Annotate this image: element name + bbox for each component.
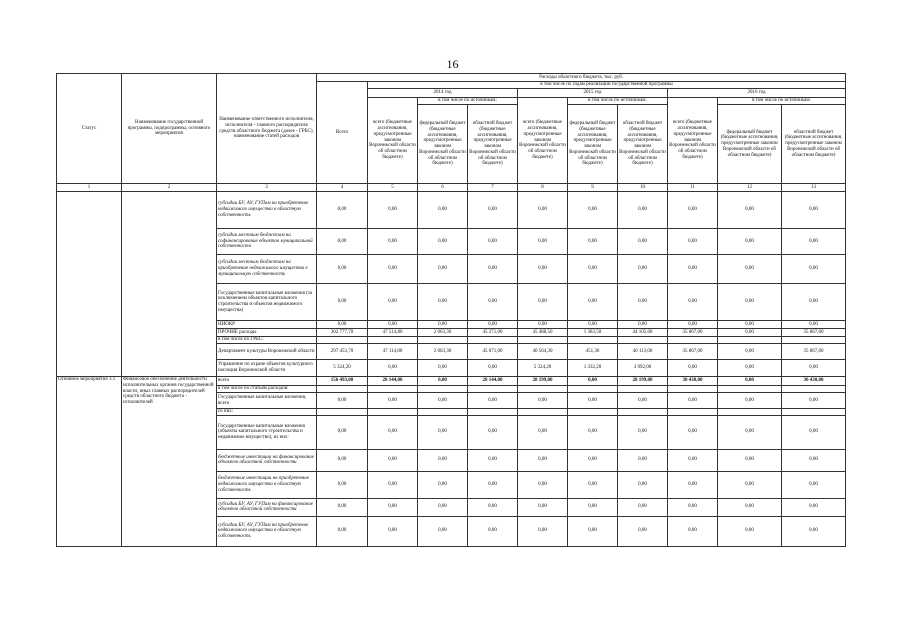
value-cell: 0,00 — [368, 255, 418, 284]
value-cell: 0,00 — [618, 321, 668, 329]
value-cell: 0,00 — [668, 449, 718, 471]
value-cell: 0,00 — [618, 471, 668, 498]
value-cell — [618, 337, 668, 344]
value-cell: 0,00 — [668, 360, 718, 377]
value-cell: 0,00 — [418, 393, 468, 409]
value-cell: 0,00 — [518, 498, 568, 516]
column-index: 10 — [618, 184, 668, 192]
value-cell: 0,00 — [518, 393, 568, 409]
value-cell: 0,00 — [568, 321, 618, 329]
header-2015-federal: федеральный бюджет (бюджетные ассигнования, предусмотренные законом Воронежской области об областном бюджете) — [568, 105, 618, 184]
value-cell: 35 867,00 — [782, 329, 846, 337]
value-cell: 0,00 — [718, 284, 782, 321]
column-index: 2 — [122, 184, 217, 192]
expense-label: Государственные капитальные вложения (за исключением объектов капитального строительства и объектов недвижимого имущества) — [217, 284, 317, 321]
value-cell: 0,00 — [782, 516, 846, 546]
header-2015-regional: областной бюджет (бюджетные ассигнования, предусмотренные законом Воронежской области об областном бюджете) — [618, 105, 668, 184]
value-cell: 0,00 — [718, 329, 782, 337]
value-cell: 0,00 — [568, 516, 618, 546]
value-cell: 5 324,20 — [317, 360, 368, 377]
value-cell: 0,00 — [668, 229, 718, 255]
value-cell: 297 453,70 — [317, 344, 368, 360]
value-cell — [718, 386, 782, 393]
value-cell: 0,00 — [518, 255, 568, 284]
value-cell: 0,00 — [418, 415, 468, 449]
header-2015-total: всего (бюджетные ассигнования, предусмотренные законом Воронежской области об областном бюджете) — [518, 98, 568, 184]
value-cell: 0,00 — [718, 192, 782, 229]
value-cell: 0,00 — [618, 255, 668, 284]
value-cell: 0,00 — [782, 360, 846, 377]
value-cell: 0,00 — [368, 229, 418, 255]
value-cell: 0,00 — [618, 192, 668, 229]
header-year-2015: 2015 год — [518, 89, 668, 98]
value-cell: 0,00 — [418, 229, 468, 255]
value-cell: 0,00 — [618, 449, 668, 471]
value-cell: 0,00 — [317, 516, 368, 546]
value-cell: 44 105,00 — [618, 329, 668, 337]
column-index: 13 — [782, 184, 846, 192]
value-cell: 0,00 — [317, 321, 368, 329]
expense-label: Департамент культуры Воронежской области — [217, 344, 317, 360]
value-cell: 40 564,30 — [518, 344, 568, 360]
value-cell: 0,00 — [568, 255, 618, 284]
value-cell — [718, 337, 782, 344]
value-cell: 0,00 — [718, 255, 782, 284]
value-cell: 47 514,80 — [368, 329, 418, 337]
value-cell: 0,00 — [317, 471, 368, 498]
value-cell — [782, 409, 846, 416]
header-by-years: в том числе по годам реализации государственной программы — [368, 82, 846, 89]
value-cell: 0,00 — [418, 255, 468, 284]
value-cell: 0,00 — [518, 321, 568, 329]
value-cell: 0,00 — [782, 498, 846, 516]
value-cell: 30 430,00 — [668, 377, 718, 386]
header-2014-regional: областной бюджет (бюджетные ассигнования, предусмотренные законом Воронежской области об областном бюджете) — [468, 105, 518, 184]
header-total: Всего — [317, 82, 368, 184]
value-cell: 0,00 — [568, 471, 618, 498]
value-cell: 0,00 — [782, 321, 846, 329]
value-cell: 0,00 — [718, 415, 782, 449]
column-index: 4 — [317, 184, 368, 192]
value-cell: 0,00 — [368, 498, 418, 516]
value-cell — [668, 409, 718, 416]
value-cell: 47 114,80 — [368, 344, 418, 360]
budget-table — [56, 73, 846, 547]
value-cell: 0,00 — [468, 516, 518, 546]
expense-label: субсидии БУ, АУ, ГУПам на приобретение недвижимого имущества в областную собственность — [217, 192, 317, 229]
column-index-row — [57, 184, 846, 192]
value-cell: 0,00 — [368, 284, 418, 321]
value-cell: 0,00 — [418, 449, 468, 471]
value-cell — [418, 409, 468, 416]
header-2015-sources: в том числе по источникам: — [568, 98, 668, 105]
value-cell: 156 493,00 — [317, 377, 368, 386]
value-cell: 0,00 — [518, 516, 568, 546]
column-index: 11 — [668, 184, 718, 192]
value-cell — [368, 337, 418, 344]
expense-label: Государственные капитальные вложения, всего — [217, 393, 317, 409]
value-cell — [618, 386, 668, 393]
table-row — [57, 377, 846, 386]
value-cell: 30 430,00 — [782, 377, 846, 386]
value-cell: 1 383,50 — [568, 329, 618, 337]
value-cell: 28 144,00 — [468, 377, 518, 386]
value-cell: 0,00 — [718, 360, 782, 377]
value-cell: 0,00 — [418, 284, 468, 321]
value-cell: 0,00 — [468, 415, 518, 449]
value-cell — [518, 386, 568, 393]
value-cell: 0,00 — [668, 471, 718, 498]
expense-label: субсидии местным бюджетам на приобретение недвижимого имущества в муниципальную собственность — [217, 255, 317, 284]
value-cell: 0,00 — [568, 377, 618, 386]
value-cell: 45 071,00 — [468, 344, 518, 360]
value-cell: 0,00 — [368, 360, 418, 377]
value-cell: 0,00 — [368, 321, 418, 329]
value-cell: 0,00 — [718, 516, 782, 546]
value-cell: 0,00 — [718, 344, 782, 360]
status-cell: Основное мероприятие 3.1 — [57, 377, 122, 547]
value-cell: 0,00 — [782, 255, 846, 284]
value-cell: 0,00 — [618, 229, 668, 255]
value-cell — [568, 337, 618, 344]
value-cell: 0,00 — [418, 321, 468, 329]
expense-label: Управление по охране объектов культурного наследия Воронежской области — [217, 360, 317, 377]
value-cell: 45 488,50 — [518, 329, 568, 337]
value-cell: 0,00 — [568, 229, 618, 255]
value-cell: 0,00 — [518, 192, 568, 229]
value-cell: 2 063,30 — [418, 344, 468, 360]
value-cell: 0,00 — [418, 471, 468, 498]
value-cell: 0,00 — [668, 516, 718, 546]
program-name-cell: Финансовое обеспечение деятельности исполнительных органов государственной власти, иных главных распорядителей средств областного бюджета - исполнителей — [122, 377, 217, 547]
expense-label: всего — [217, 377, 317, 386]
value-cell: 0,00 — [368, 471, 418, 498]
value-cell: 0,00 — [668, 321, 718, 329]
value-cell: 0,00 — [368, 192, 418, 229]
value-cell: 0,00 — [468, 471, 518, 498]
value-cell — [317, 337, 368, 344]
value-cell: 0,00 — [668, 255, 718, 284]
value-cell: 0,00 — [568, 498, 618, 516]
value-cell: 0,00 — [418, 192, 468, 229]
value-cell: 28 199,00 — [518, 377, 568, 386]
expense-label: бюджетные инвестиции на финансирование объектов областной собственности — [217, 449, 317, 471]
header-2014-total: всего (бюджетные ассигнования, предусмотренные законом Воронежской области об областном бюджете) — [368, 98, 418, 184]
value-cell: 5 324,20 — [518, 360, 568, 377]
column-index: 6 — [418, 184, 468, 192]
header-year-2016: 2016 год — [668, 89, 846, 98]
header-program-name: Наименование государственной программы, подпрограммы, основного мероприятия — [122, 74, 217, 184]
status-cell — [57, 192, 122, 377]
value-cell: 451,30 — [568, 344, 618, 360]
column-index: 12 — [718, 184, 782, 192]
value-cell: 0,00 — [317, 229, 368, 255]
value-cell: 0,00 — [782, 229, 846, 255]
expense-label: из них: — [217, 409, 317, 416]
expense-label: субсидии местным бюджетам на софинансирование объектов муниципальной собственности — [217, 229, 317, 255]
value-cell — [668, 337, 718, 344]
value-cell: 0,00 — [782, 284, 846, 321]
value-cell: 0,00 — [368, 516, 418, 546]
value-cell: 0,00 — [418, 498, 468, 516]
value-cell: 0,00 — [317, 393, 368, 409]
value-cell: 0,00 — [782, 192, 846, 229]
header-executor: Наименование ответственного исполнителя, исполнителя - главного распорядителя средств областного бюджета (далее - ГРБС), наименование статей расходов — [217, 74, 317, 184]
value-cell — [368, 409, 418, 416]
table-row — [57, 192, 846, 229]
expense-label: субсидии БУ, АУ, ГУПам на приобретение недвижимого имущества в областную собственность — [217, 516, 317, 546]
value-cell: 0,00 — [568, 192, 618, 229]
value-cell — [518, 337, 568, 344]
header-2016-total: всего (бюджетные ассигнования, предусмотренные законом Воронежской области об областном бюджете) — [668, 98, 718, 184]
value-cell — [668, 386, 718, 393]
value-cell: 0,00 — [668, 415, 718, 449]
page-number: 16 — [446, 57, 459, 71]
value-cell: 0,00 — [718, 471, 782, 498]
value-cell: 45 271,00 — [468, 329, 518, 337]
value-cell — [418, 337, 468, 344]
value-cell: 0,00 — [468, 192, 518, 229]
value-cell: 0,00 — [317, 255, 368, 284]
value-cell: 0,00 — [368, 415, 418, 449]
value-cell: 0,00 — [468, 393, 518, 409]
value-cell: 0,00 — [518, 415, 568, 449]
column-index: 7 — [468, 184, 518, 192]
value-cell: 0,00 — [668, 192, 718, 229]
value-cell — [317, 386, 368, 393]
program-name-cell — [122, 192, 217, 377]
value-cell — [317, 409, 368, 416]
value-cell — [368, 386, 418, 393]
value-cell: 0,00 — [782, 471, 846, 498]
value-cell — [468, 337, 518, 344]
header-expenses-title: Расходы областного бюджета, тыс. руб. — [317, 74, 846, 82]
value-cell: 0,00 — [518, 471, 568, 498]
value-cell: 0,00 — [618, 516, 668, 546]
value-cell: 0,00 — [782, 393, 846, 409]
value-cell: 0,00 — [668, 498, 718, 516]
value-cell — [782, 386, 846, 393]
header-2016-sources: в том числе по источникам: — [718, 98, 846, 105]
value-cell: 0,00 — [368, 449, 418, 471]
value-cell: 0,00 — [718, 498, 782, 516]
value-cell: 0,00 — [568, 415, 618, 449]
value-cell — [782, 337, 846, 344]
value-cell: 0,00 — [568, 449, 618, 471]
header-2014-federal: федеральный бюджет (бюджетные ассигнования, предусмотренные законом Воронежской области об областном бюджете) — [418, 105, 468, 184]
value-cell: 28 199,00 — [618, 377, 668, 386]
value-cell: 0,00 — [468, 321, 518, 329]
value-cell: 0,00 — [317, 284, 368, 321]
value-cell: 0,00 — [718, 229, 782, 255]
header-2016-regional: областной бюджет (бюджетные ассигнования, предусмотренные законом Воронежской области об областном бюджете) — [782, 105, 846, 184]
value-cell: 0,00 — [668, 284, 718, 321]
value-cell: 0,00 — [418, 377, 468, 386]
expense-label: ПРОЧИЕ расходы — [217, 329, 317, 337]
value-cell: 0,00 — [618, 393, 668, 409]
value-cell — [568, 409, 618, 416]
expense-label: Государственные капитальные вложения (объекты капитального строительства и недвижимое имущество), из них: — [217, 415, 317, 449]
value-cell: 0,00 — [782, 449, 846, 471]
value-cell: 40 113,00 — [618, 344, 668, 360]
value-cell — [718, 409, 782, 416]
expense-label: субсидии БУ, АУ, ГУПам на финансирование объектов областной собственности — [217, 498, 317, 516]
value-cell: 0,00 — [468, 360, 518, 377]
value-cell: 0,00 — [317, 415, 368, 449]
value-cell: 0,00 — [618, 415, 668, 449]
value-cell: 0,00 — [317, 192, 368, 229]
value-cell: 0,00 — [518, 229, 568, 255]
expense-label: в том числе по статьям расходов: — [217, 386, 317, 393]
column-index: 9 — [568, 184, 618, 192]
value-cell: 35 867,00 — [782, 344, 846, 360]
value-cell: 0,00 — [618, 284, 668, 321]
value-cell: 0,00 — [518, 284, 568, 321]
value-cell: 0,00 — [418, 360, 468, 377]
value-cell: 0,00 — [468, 229, 518, 255]
value-cell: 0,00 — [368, 393, 418, 409]
value-cell — [418, 386, 468, 393]
value-cell — [468, 409, 518, 416]
header-year-2014: 2014 год — [368, 89, 518, 98]
expense-label: в том числе по ГРБС: — [217, 337, 317, 344]
column-index: 8 — [518, 184, 568, 192]
value-cell: 28 144,00 — [368, 377, 418, 386]
value-cell: 0,00 — [718, 377, 782, 386]
column-index: 3 — [217, 184, 317, 192]
value-cell: 0,00 — [718, 393, 782, 409]
column-index: 1 — [57, 184, 122, 192]
value-cell: 0,00 — [518, 449, 568, 471]
value-cell: 35 867,00 — [668, 329, 718, 337]
value-cell: 0,00 — [618, 498, 668, 516]
value-cell: 0,00 — [317, 449, 368, 471]
value-cell: 0,00 — [418, 516, 468, 546]
value-cell: 0,00 — [468, 498, 518, 516]
header-2014-sources: в том числе по источникам: — [418, 98, 518, 105]
value-cell: 0,00 — [718, 321, 782, 329]
value-cell: 0,00 — [568, 393, 618, 409]
expense-label: НИОКР — [217, 321, 317, 329]
value-cell: 0,00 — [468, 255, 518, 284]
value-cell: 0,00 — [468, 449, 518, 471]
value-cell: 1 332,20 — [568, 360, 618, 377]
value-cell: 0,00 — [718, 449, 782, 471]
value-cell — [618, 409, 668, 416]
value-cell: 0,00 — [668, 393, 718, 409]
value-cell: 0,00 — [782, 415, 846, 449]
value-cell: 2 063,30 — [418, 329, 468, 337]
expense-label: бюджетные инвестиции на приобретение недвижимого имущества в областную собственность — [217, 471, 317, 498]
header-status: Статус — [57, 74, 122, 184]
value-cell: 0,00 — [468, 284, 518, 321]
value-cell — [518, 409, 568, 416]
value-cell — [568, 386, 618, 393]
value-cell — [468, 386, 518, 393]
value-cell: 3 992,00 — [618, 360, 668, 377]
value-cell: 35 867,00 — [668, 344, 718, 360]
header-2016-federal: федеральный бюджет (бюджетные ассигнования, предусмотренные законом Воронежской области об областном бюджете) — [718, 105, 782, 184]
column-index: 5 — [368, 184, 418, 192]
value-cell: 0,00 — [568, 284, 618, 321]
value-cell: 302 777,70 — [317, 329, 368, 337]
value-cell: 0,00 — [317, 498, 368, 516]
